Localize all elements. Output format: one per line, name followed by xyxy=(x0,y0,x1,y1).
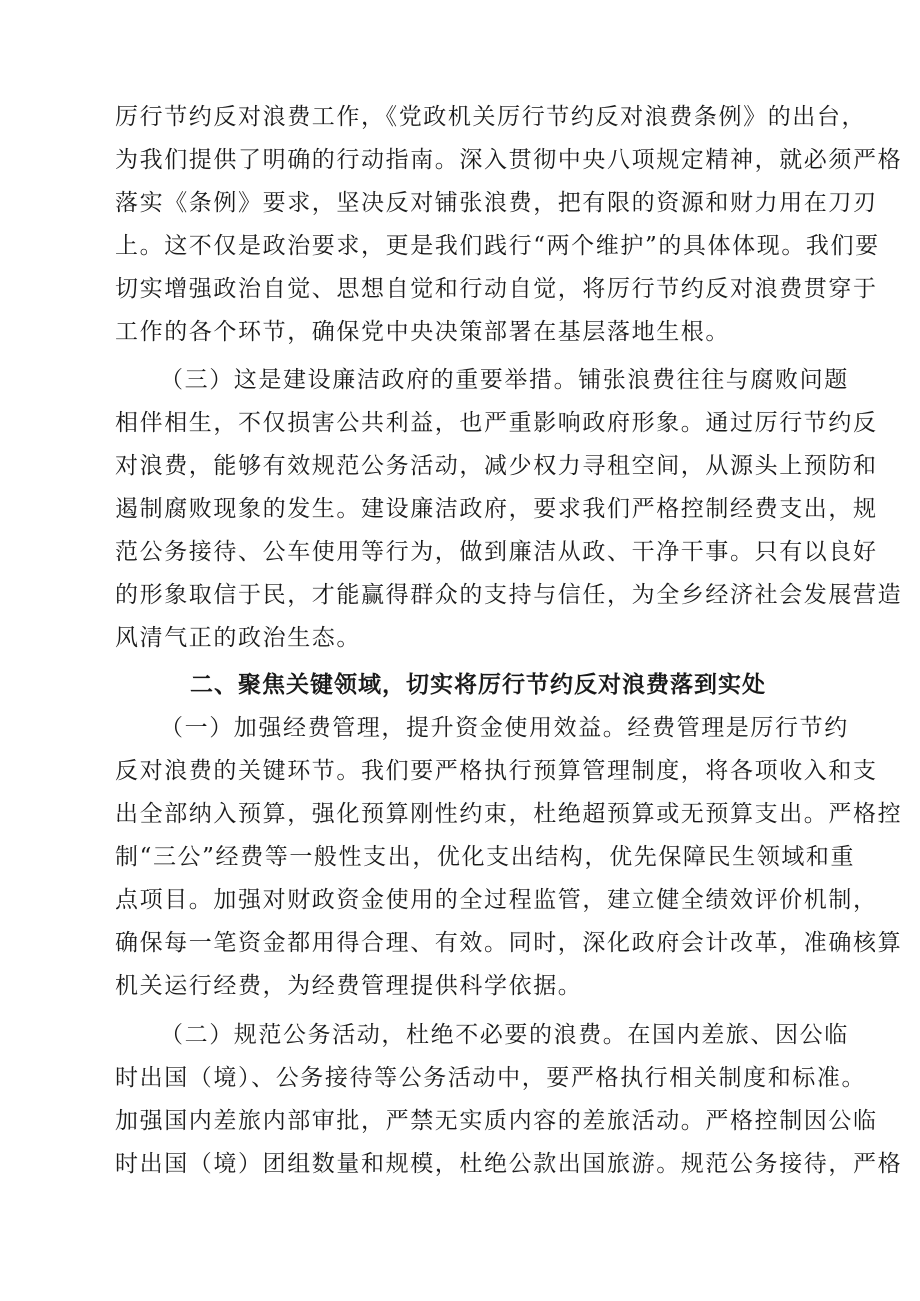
body-line: 切实增强政治自觉、思想自觉和行动自觉，将厉行节约反对浪费贯穿于 xyxy=(115,276,878,302)
body-line: 落实《条例》要求，坚决反对铺张浪费，把有限的资源和财力用在刀刃 xyxy=(115,190,878,216)
body-line: 确保每一笔资金都用得合理、有效。同时，深化政府会计改革，准确核算 xyxy=(115,930,903,956)
section-heading: 二、聚焦关键领域，切实将厉行节约反对浪费落到实处 xyxy=(190,672,766,698)
body-line: 工作的各个环节，确保党中央决策部署在基层落地生根。 xyxy=(115,319,730,345)
body-line: 机关运行经费，为经费管理提供科学依据。 xyxy=(115,973,583,999)
body-line: 点项目。加强对财政资金使用的全过程监管，建立健全绩效评价机制， xyxy=(115,887,878,913)
body-line: 厉行节约反对浪费工作，《党政机关厉行节约反对浪费条例》的出台， xyxy=(115,104,867,130)
paragraph-start-line: （二）规范公务活动，杜绝不必要的浪费。在国内差旅、因公临 xyxy=(160,1022,849,1048)
body-line: 的形象取信于民，才能赢得群众的支持与信任，为全乡经济社会发展营造 xyxy=(115,582,903,608)
body-line: 反对浪费的关键环节。我们要严格执行预算管理制度，将各项收入和支 xyxy=(115,758,878,784)
body-line: 出全部纳入预算，强化预算刚性约束，杜绝超预算或无预算支出。严格控 xyxy=(115,801,903,827)
body-line: 上。这不仅是政治要求，更是我们践行“两个维护”的具体体现。我们要 xyxy=(115,233,880,259)
body-line: 对浪费，能够有效规范公务活动，减少权力寻租空间，从源头上预防和 xyxy=(115,453,878,479)
paragraph-start-line: （三）这是建设廉洁政府的重要举措。铺张浪费往往与腐败问题 xyxy=(160,367,849,393)
body-line: 风清气正的政治生态。 xyxy=(115,625,361,651)
body-line: 时出国（境）团组数量和规模，杜绝公款出国旅游。规范公务接待，严格 xyxy=(115,1151,903,1177)
body-line: 相伴相生，不仅损害公共利益，也严重影响政府形象。通过厉行节约反 xyxy=(115,410,878,436)
body-line: 时出国（境）、公务接待等公务活动中，要严格执行相关制度和标准。 xyxy=(115,1065,867,1091)
body-line: 范公务接待、公车使用等行为，做到廉洁从政、干净干事。只有以良好 xyxy=(115,539,878,565)
paragraph-start-line: （一）加强经费管理，提升资金使用效益。经费管理是厉行节约 xyxy=(160,715,849,741)
body-line: 遏制腐败现象的发生。建设廉洁政府，要求我们严格控制经费支出，规 xyxy=(115,496,878,522)
body-line: 为我们提供了明确的行动指南。深入贯彻中央八项规定精神，就必须严格 xyxy=(115,147,903,173)
body-line: 制“三公”经费等一般性支出，优化支出结构，优先保障民生领域和重 xyxy=(115,844,856,870)
body-line: 加强国内差旅内部审批，严禁无实质内容的差旅活动。严格控制因公临 xyxy=(115,1108,878,1134)
